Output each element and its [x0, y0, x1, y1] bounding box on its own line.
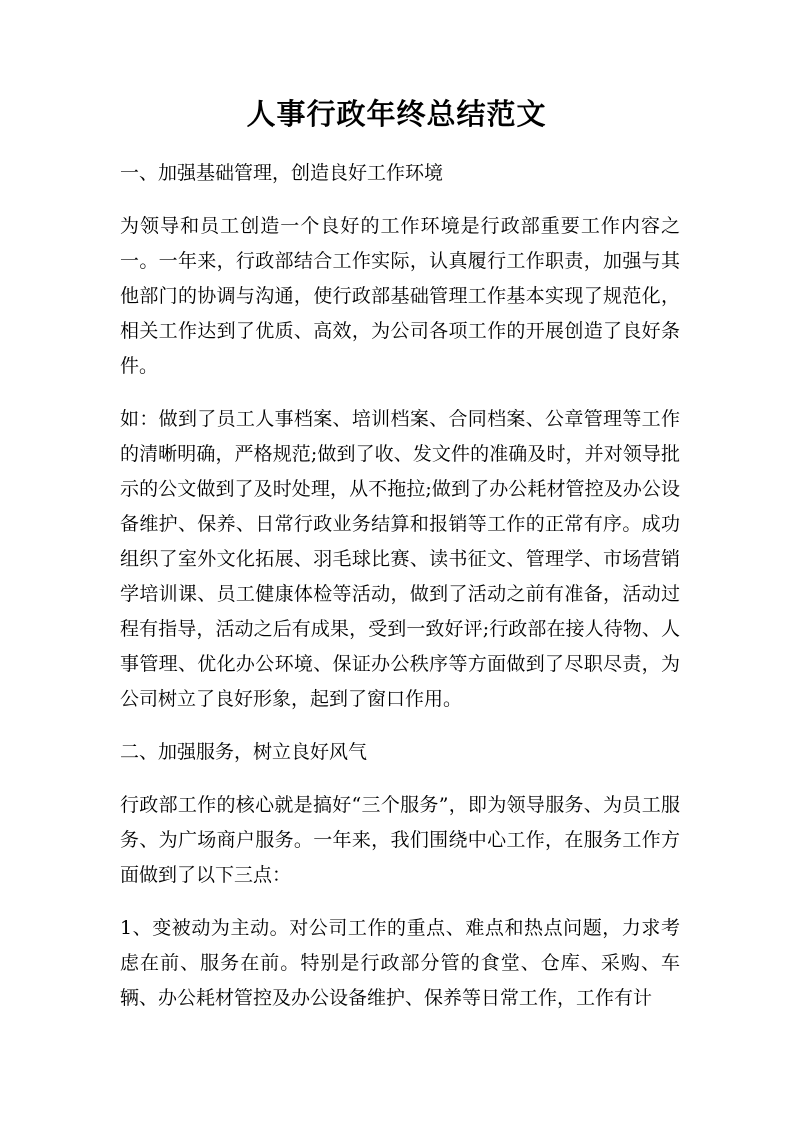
- paragraph-2: 如：做到了员工人事档案、培训档案、合同档案、公章管理等工作的清晰明确，严格规范;做到了收、发文件的准确及时，并对领导批示的公文做到了及时处理，从不拖拉;做到了办公耗材管控及办公设备维护、保养、日常行政业务结算和报销等工作的正常有序。成功组织了室外文化拓展、羽毛球比赛、读书征文、管理学、市场营销学培训课、员工健康体检等活动，做到了活动之前有准备，活动过程有指导，活动之后有成果，受到一致好评;行政部在接人待物、人事管理、优化办公环境、保证办公秩序等方面做到了尽职尽责，为公司树立了良好形象，起到了窗口作用。: [120, 408, 680, 710]
- paragraph-4: 1、变被动为主动。对公司工作的重点、难点和热点问题，力求考虑在前、服务在前。特别是行政部分管的食堂、仓库、采购、车辆、办公耗材管控及办公设备维护、保养等日常工作，工作有计: [120, 917, 680, 1009]
- document-body: [120, 156, 680, 1034]
- paragraph-3: 行政部工作的核心就是搞好“三个服务”，即为领导服务、为员工服务、为广场商户服务。一年来，我们围绕中心工作，在服务工作方面做到了以下三点：: [120, 794, 680, 886]
- section-heading-1: 一、加强基础管理，创造良好工作环境: [120, 162, 444, 184]
- document-title: 人事行政年终总结范文: [246, 97, 547, 131]
- section-heading-2: 二、加强服务，树立良好风气: [120, 741, 368, 763]
- paragraph-1: 为领导和员工创造一个良好的工作环境是行政部重要工作内容之一。一年来，行政部结合工作实际，认真履行工作职责，加强与其他部门的协调与沟通，使行政部基础管理工作基本实现了规范化，相关工作达到了优质、高效，为公司各项工作的开展创造了良好条件。: [120, 215, 680, 377]
